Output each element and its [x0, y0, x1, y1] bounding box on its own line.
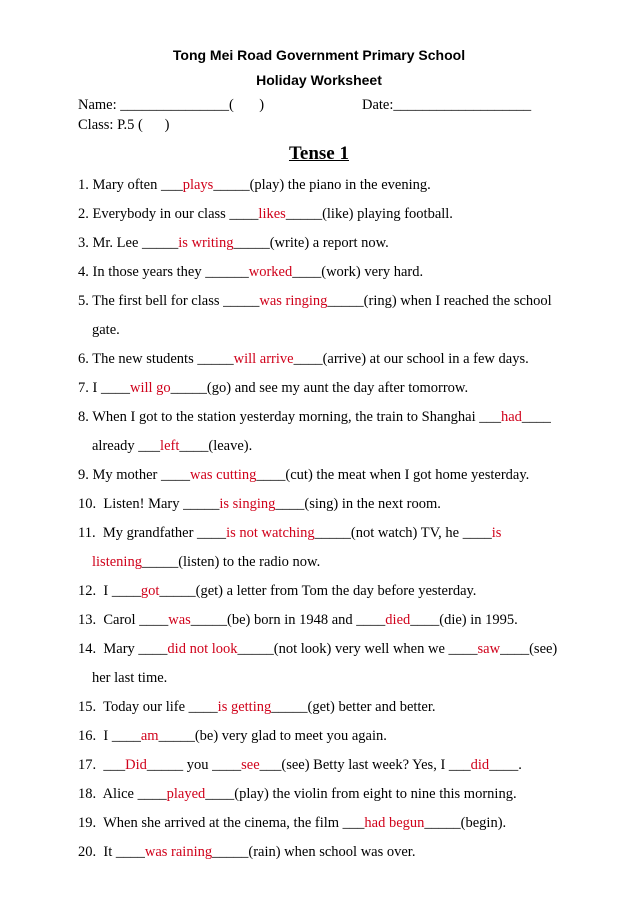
question-8	[78, 409, 551, 426]
question-14-continued	[92, 670, 167, 687]
answer-text: did not look	[167, 641, 238, 657]
question-text: _____(be) born in 1948 and ____	[190, 612, 386, 628]
question-12	[78, 583, 476, 600]
question-text: ____(work) very hard.	[292, 264, 424, 280]
question-text: 6. The new students _____	[78, 351, 234, 367]
question-text: 5. The first bell for class _____	[78, 293, 260, 309]
question-text: 8. When I got to the station yesterday morning, the train to Shanghai ___	[78, 409, 501, 425]
question-text: 18. Alice ____	[78, 786, 167, 802]
answer-text: had begun	[364, 815, 425, 831]
answer-text: will go	[129, 380, 171, 396]
question-3	[78, 235, 389, 252]
question-text: 11. My grandfather ____	[78, 525, 227, 541]
question-text: ____(leave).	[179, 438, 253, 454]
question-20	[78, 844, 415, 861]
question-text: ____(die) in 1995.	[410, 612, 518, 628]
school-name: Tong Mei Road Government Primary School	[172, 47, 466, 63]
answer-text: had	[500, 409, 522, 425]
question-text: 12. I ____	[78, 583, 141, 599]
answer-text: played	[166, 786, 206, 802]
class-field: Class: P.5 ( )	[78, 117, 170, 133]
answer-text: was raining	[144, 844, 213, 860]
question-text: 13. Carol ____	[78, 612, 169, 628]
question-text: _____(get) a letter from Tom the day before yesterday.	[159, 583, 477, 599]
question-text: her last time.	[92, 670, 168, 686]
question-text: _____(listen) to the radio now.	[141, 554, 321, 570]
question-13	[78, 612, 518, 629]
question-text: 20. It ____	[78, 844, 145, 860]
answer-text: is writing	[178, 235, 234, 251]
question-text: _____(ring) when I reached the school	[327, 293, 552, 309]
question-2	[78, 206, 453, 223]
question-text: _____(get) better and better.	[271, 699, 436, 715]
question-text: 14. Mary ____	[78, 641, 168, 657]
answer-text: saw	[477, 641, 501, 657]
question-text: _____(begin).	[424, 815, 507, 831]
question-text: 19. When she arrived at the cinema, the film ___	[78, 815, 365, 831]
question-text: 1. Mary often ___	[78, 177, 183, 193]
question-9	[78, 467, 529, 484]
question-text: ____(arrive) at our school in a few days.	[293, 351, 529, 367]
question-text: ____	[521, 409, 551, 425]
question-text: 4. In those years they ______	[78, 264, 249, 280]
section-title: Tense 1	[288, 143, 349, 164]
question-text: 3. Mr. Lee _____	[78, 235, 179, 251]
question-17	[78, 757, 522, 774]
question-5-continued	[92, 322, 120, 339]
question-text: 2. Everybody in our class ____	[78, 206, 259, 222]
answer-text: was	[168, 612, 191, 628]
question-10	[78, 496, 441, 513]
question-text: 15. Today our life ____	[78, 699, 218, 715]
answer-text: listening	[92, 554, 142, 570]
question-text: _____ you ____	[146, 757, 242, 773]
question-text: ____(play) the violin from eight to nine this morning.	[205, 786, 517, 802]
question-text: ____(cut) the meat when I got home yesterday.	[256, 467, 530, 483]
name-field: Name: _______________( )	[78, 97, 265, 113]
answer-text: will arrive	[233, 351, 294, 367]
question-text: _____(rain) when school was over.	[212, 844, 416, 860]
question-text: 9. My mother ____	[78, 467, 190, 483]
question-1	[78, 177, 431, 194]
question-7	[78, 380, 468, 397]
question-text: _____(play) the piano in the evening.	[213, 177, 431, 193]
answer-text: is	[491, 525, 502, 541]
question-text: _____(not look) very well when we ____	[237, 641, 478, 657]
answer-text: am	[140, 728, 159, 744]
question-6	[78, 351, 529, 368]
question-text: 10. Listen! Mary _____	[78, 496, 220, 512]
question-text: 7. I ____	[78, 380, 130, 396]
question-14	[78, 641, 557, 658]
question-text: _____(write) a report now.	[233, 235, 389, 251]
answer-text: is getting	[217, 699, 272, 715]
question-text: 17. ___	[78, 757, 126, 773]
question-text: gate.	[92, 322, 120, 338]
answer-text: was cutting	[189, 467, 257, 483]
answer-text: is singing	[219, 496, 276, 512]
question-text: _____(like) playing football.	[285, 206, 453, 222]
question-text: ____(see)	[500, 641, 558, 657]
answer-text: Did	[125, 757, 147, 773]
answer-text: did	[470, 757, 490, 773]
answer-text: worked	[248, 264, 293, 280]
answer-text: see	[241, 757, 260, 773]
question-text: 16. I ____	[78, 728, 141, 744]
question-15	[78, 699, 436, 716]
answer-text: died	[385, 612, 411, 628]
question-5	[78, 293, 552, 310]
question-text: ____.	[489, 757, 522, 773]
question-11-continued	[92, 554, 320, 571]
question-text: ___(see) Betty last week? Yes, I ___	[259, 757, 471, 773]
question-11	[78, 525, 501, 542]
date-field: Date:___________________	[362, 97, 532, 113]
question-18	[78, 786, 517, 803]
worksheet-subtitle: Holiday Worksheet	[256, 72, 382, 88]
answer-text: likes	[258, 206, 286, 222]
question-text: already ___	[92, 438, 161, 454]
answer-text: plays	[182, 177, 214, 193]
question-text: _____(be) very glad to meet you again.	[158, 728, 387, 744]
question-text: _____(go) and see my aunt the day after tomorrow.	[170, 380, 469, 396]
question-16	[78, 728, 387, 745]
question-text: _____(not watch) TV, he ____	[314, 525, 492, 541]
answer-text: left	[160, 438, 180, 454]
answer-text: was ringing	[259, 293, 328, 309]
answer-text: got	[140, 583, 160, 599]
question-19	[78, 815, 506, 832]
question-text: ____(sing) in the next room.	[275, 496, 441, 512]
question-8-continued	[92, 438, 252, 455]
answer-text: is not watching	[226, 525, 315, 541]
question-4	[78, 264, 423, 281]
